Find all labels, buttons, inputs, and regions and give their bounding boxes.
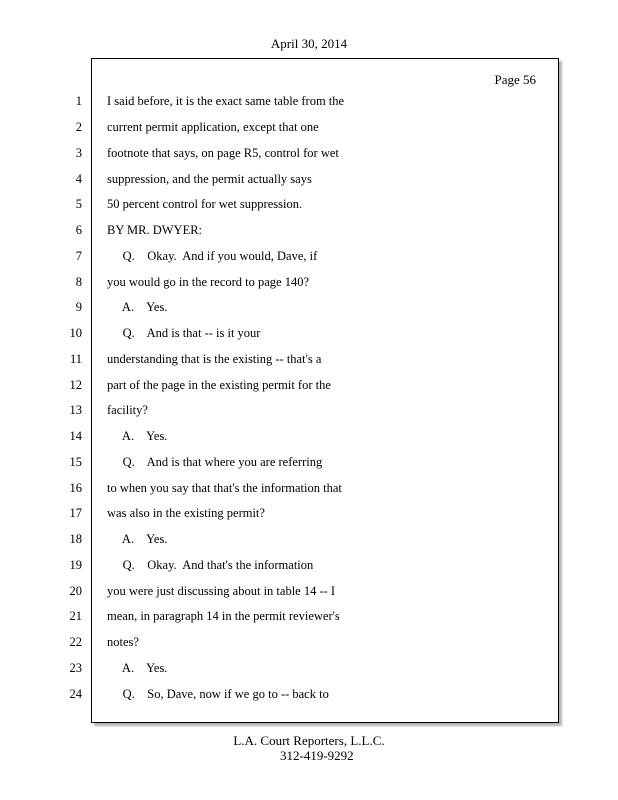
line-number: 3 <box>75 146 82 160</box>
line-text: understanding that is the existing -- that's a <box>107 352 322 366</box>
line-text: was also in the existing permit? <box>107 506 265 520</box>
line-number: 10 <box>69 326 82 340</box>
line-text: 50 percent control for wet suppression. <box>107 197 303 211</box>
line-text: I said before, it is the exact same table from the <box>107 94 345 108</box>
line-number: 17 <box>69 506 82 520</box>
footer-phone: 312-419-9292 <box>280 748 354 763</box>
line-number: 6 <box>75 223 82 237</box>
line-text: you were just discussing about in table 14 -- I <box>107 584 336 598</box>
line-text: Q. Okay. And that's the information <box>107 558 314 572</box>
line-text: suppression, and the permit actually says <box>107 172 312 186</box>
line-text: Q. And is that where you are referring <box>107 455 323 469</box>
line-text: to when you say that that's the information that <box>107 481 342 495</box>
line-number: 2 <box>75 120 82 134</box>
page-number: Page 56 <box>494 72 536 87</box>
line-number: 1 <box>75 94 82 108</box>
line-text: current permit application, except that one <box>107 120 319 134</box>
line-text: A. Yes. <box>107 661 168 675</box>
line-number: 8 <box>75 275 82 289</box>
line-text: BY MR. DWYER: <box>107 223 203 237</box>
line-number: 24 <box>69 687 82 701</box>
line-text: Q. So, Dave, now if we go to -- back to <box>107 687 329 701</box>
line-number: 21 <box>69 609 82 623</box>
line-number: 5 <box>75 197 82 211</box>
line-number: 7 <box>75 249 82 263</box>
line-number: 23 <box>69 661 82 675</box>
line-number: 13 <box>69 403 82 417</box>
line-number: 15 <box>69 455 82 469</box>
line-text: A. Yes. <box>107 300 168 314</box>
line-text: A. Yes. <box>107 532 168 546</box>
line-text: facility? <box>107 403 148 417</box>
line-number: 11 <box>69 352 82 366</box>
line-number: 19 <box>69 558 82 572</box>
header-date: April 30, 2014 <box>270 36 348 51</box>
line-number: 20 <box>69 584 82 598</box>
line-text: part of the page in the existing permit for the <box>107 378 331 392</box>
line-number: 4 <box>75 172 82 186</box>
line-number: 16 <box>69 481 82 495</box>
line-number: 9 <box>75 300 82 314</box>
line-text: mean, in paragraph 14 in the permit reviewer's <box>107 609 340 623</box>
line-text: notes? <box>107 635 139 649</box>
line-text: A. Yes. <box>107 429 168 443</box>
line-number: 12 <box>69 378 82 392</box>
line-number: 14 <box>69 429 82 443</box>
line-number: 18 <box>69 532 82 546</box>
line-text: Q. And is that -- is it your <box>107 326 261 340</box>
footer-company: L.A. Court Reporters, L.L.C. <box>233 733 385 748</box>
line-text: you would go in the record to page 140? <box>107 275 310 289</box>
line-text: footnote that says, on page R5, control for wet <box>107 146 339 160</box>
line-number: 22 <box>69 635 82 649</box>
line-text: Q. Okay. And if you would, Dave, if <box>107 249 318 263</box>
